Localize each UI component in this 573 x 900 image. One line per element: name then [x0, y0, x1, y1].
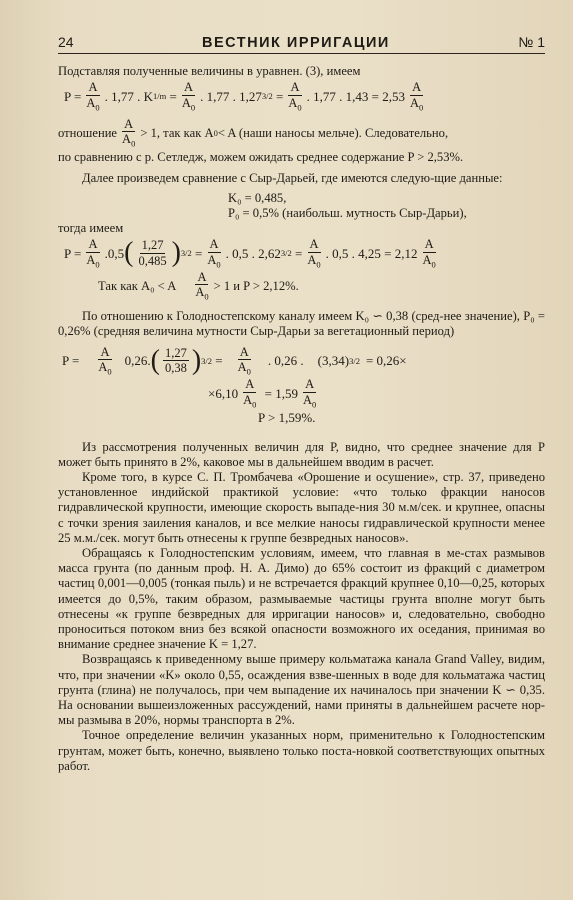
eq1-lhs: P = [64, 88, 82, 104]
equation-3-result: P > 1,59%. [258, 409, 316, 425]
paragraph-5: Из рассмотрения полученных величин для P, видно, что среднее значение для P может быть принято в 2%, каковое мы в дальнейшем вводим в расчет. [58, 439, 545, 469]
eq1-exponent: 1/m [153, 91, 167, 102]
paragraph-6: Кроме того, в курсе С. П. Тромбачева «Орошение и осушение», стр. 37, приведено установленное индийской практикой условие: «что только фракции наносов гидравлической крупности, имеющие скорость выпаде-ния 30 м.м/сек. и крупнее, опасны с точки зрения заиления каналов, и все мелкие наносы гидравлической крупности менее 25 м.м./сек. могут быть отнесены к группе безвредных наносов». [58, 470, 545, 545]
k0-value: K₀ = 0,485, [228, 190, 287, 205]
page-number: 24 [58, 34, 74, 50]
equation-2: P = $\frac{A}{A_0}$ . 0,5 ( $\frac{1,27}{0,485}$ ) 3/2 = $\frac{A}{A_0}$ . 0,5 . 2,62 3/2 = $\frac{A}{A_0}$ . 0,5 . 4,25 = 2,12 $\frac{A}{A_0}$ [64, 237, 436, 270]
page-header [58, 34, 545, 54]
journal-title: ВЕСТНИК ИРРИГАЦИИ [202, 35, 390, 51]
issue-number: № 1 [518, 34, 545, 50]
paragraph-1: Подставляя полученные величины в уравнен. (3), имеем [58, 64, 361, 78]
eq1-k127: 1,27 [239, 88, 262, 104]
paragraph-4: По отношению к Голодностепскому каналу имеем K₀ ∽ 0,38 (сред-нее значение), P₀ = 0,26% (средняя величина мутности Сыр-Дарьи за вегетационный период) [58, 309, 545, 339]
paragraph-3: Далее произведем сравнение с Сыр-Дарьей, где имеются следую-щие данные: [82, 171, 503, 186]
equation-1: P = $\frac{A}{A_0}$ . 1,77 . K 1/m = $\frac{A}{A_0}$ . 1,77 . 1,27 3/2 = $\frac{A}{A_0}$ . 1,77 . 1,43 = 2,53 $\frac{A}{A_0}$ [64, 80, 424, 113]
eq1-fraction: $\frac{A}{A_0}$ [86, 80, 100, 113]
paragraph-7: Обращаясь к Голодностепским условиям, имеем, что главная в ме-стах размывов масса грунта (по данным проф. Н. А. Димо) до 65% состоит из фракций с диаметром частиц 0,001—0,005 (тонкая пыль) и не встречается фракций крупнее 0,10—0,25, которых имеется до 0,5%, таким образом, размываемые частицы грунта вполне могут быть отнесены «к группе безвредных для ирригации наносов» и, следовательно, свободно проноситься потоком вниз без всякой опасности возможного их оседания, принимая во внимание среднее значение K = 1,27. [58, 546, 545, 652]
paragraph-8: Возвращаясь к приведенному выше примеру кольматажа канала Grand Valley, видим, что, при значении «K» около 0,55, осаждения взве-шенных в воде для кольматажа частиц грунта (глина) не получалось, при чем выпадение их начиналось при значении K ∽ 0,35. На основании вышеизложенных рассуждений, нами приняты в дальнейшем расчете нор-мы размыва в 20%, нормы транспорта в 2%. [58, 652, 545, 728]
since-line: Так как A₀ < A $\frac{A}{A_0}$ > 1 и P > 2,12%. [98, 269, 299, 302]
paragraph-2: по сравнению с р. Сетледж, можем ожидать среднее содержание P > 2,53%. [58, 150, 464, 165]
equation-3-cont: ×6,10 $\frac{A}{A_0}$ = 1,59 $\frac{A}{A_0}$ [208, 377, 317, 410]
eq1-k: K [143, 88, 154, 104]
p0-value: P₀ = 0,5% (наибольш. мутность Сыр-Дарьи), [228, 205, 467, 220]
eq1-k143: 1,43 [345, 88, 369, 104]
eq1-coef: 1,77 [111, 88, 134, 104]
equation-3: P = $\frac{A}{A_0}$ 0,26. ( $\frac{1,27}{0,38}$ ) 3/2 = $\frac{A}{A_0}$ . 0,26 . (3,34) 3/2 = 0,26× [62, 344, 407, 377]
eq1-result: 2,53 [382, 88, 405, 104]
then-text: тогда имеем [58, 221, 124, 236]
paragraph-9: Точное определение величин указанных норм, применительно к Голодностепским грунтам, может быть, конечно, выявлено только поста-новкой соответствующих опытных работ. [58, 728, 545, 773]
relation-line: отношение $\frac{A}{A_0}$ > 1, так как A 0 < A (наши наносы мельче). Следовательно, [58, 116, 449, 149]
